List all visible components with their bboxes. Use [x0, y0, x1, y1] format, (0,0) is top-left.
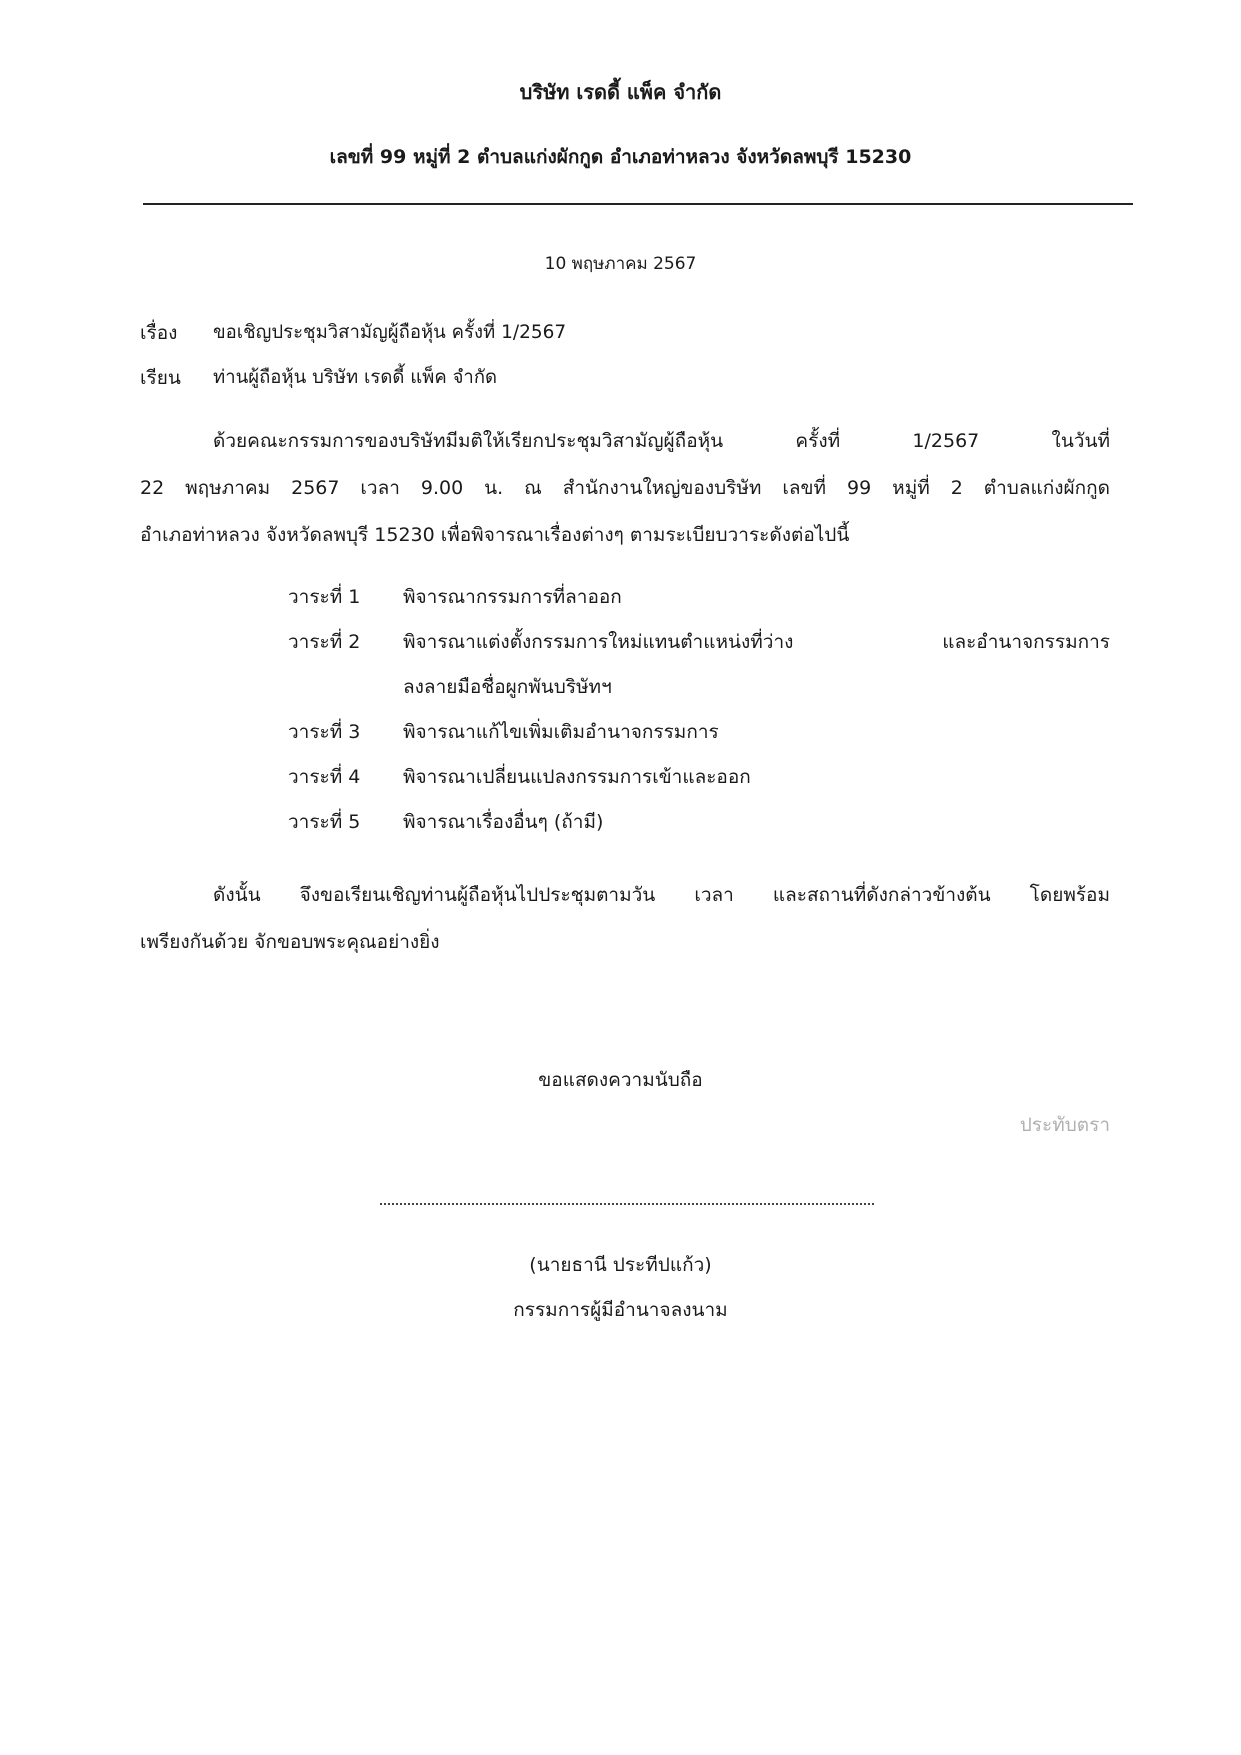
agenda-item-2-text: พิจารณาแต่งตั้งกรรมการใหม่แทนตำแหน่งที่ว่าง และอำนาจกรรมการ — [403, 631, 1110, 653]
body-paragraph-1 — [140, 418, 1110, 559]
letter-date: 10 พฤษภาคม 2567 — [544, 254, 697, 274]
agenda-item-1-text: พิจารณากรรมการที่ลาออก — [403, 586, 622, 608]
signature-line — [380, 1203, 874, 1205]
agenda-item-3-number: วาระที่ 3 — [288, 721, 361, 743]
body-paragraph-2 — [140, 872, 1110, 966]
paragraph-2-line-1: ดังนั้น จึงขอเรียนเชิญท่านผู้ถือหุ้นไปประชุมตามวัน เวลา และสถานที่ดังกล่าวข้างต้น โดยพร้อม — [213, 884, 1110, 906]
signer-name: (นายธานี ประทีปแก้ว) — [529, 1254, 712, 1276]
agenda-item-2-number: วาระที่ 2 — [288, 631, 361, 653]
company-address: เลขที่ 99 หมู่ที่ 2 ตำบลแก่งผักกูด อำเภอท่าหลวง จังหวัดลพบุรี 15230 — [329, 146, 912, 168]
agenda-item-5-text: พิจารณาเรื่องอื่นๆ (ถ้ามี) — [403, 811, 604, 833]
paragraph-1-line-2: 22 พฤษภาคม 2567 เวลา 9.00 น. ณ สำนักงานใหญ่ของบริษัท เลขที่ 99 หมู่ที่ 2 ตำบลแก่งผักกูด — [140, 477, 1110, 499]
paragraph-1-line-1: ด้วยคณะกรรมการของบริษัทมีมติให้เรียกประชุมวิสามัญผู้ถือหุ้น ครั้งที่ 1/2567 ในวันที่ — [213, 430, 1110, 452]
agenda-item-2-text-continued: ลงลายมือชื่อผูกพันบริษัทฯ — [403, 676, 612, 698]
recipient-text: ท่านผู้ถือหุ้น บริษัท เรดดี้ แพ็ค จำกัด — [213, 367, 498, 388]
header-divider — [143, 203, 1133, 205]
stamp-placeholder: ประทับตรา — [1019, 1114, 1110, 1136]
signer-position: กรรมการผู้มีอำนาจลงนาม — [513, 1299, 728, 1321]
subject-label: เรื่อง — [140, 322, 178, 344]
agenda-item-1-number: วาระที่ 1 — [288, 586, 361, 608]
company-name: บริษัท เรดดี้ แพ็ค จำกัด — [519, 80, 722, 104]
recipient-label: เรียน — [140, 367, 181, 389]
agenda-item-5-number: วาระที่ 5 — [288, 811, 361, 833]
subject-text: ขอเชิญประชุมวิสามัญผู้ถือหุ้น ครั้งที่ 1/2567 — [213, 322, 567, 343]
agenda-item-3-text: พิจารณาแก้ไขเพิ่มเติมอำนาจกรรมการ — [403, 721, 719, 743]
paragraph-1-line-3: อำเภอท่าหลวง จังหวัดลพบุรี 15230 เพื่อพิจารณาเรื่องต่างๆ ตามระเบียบวาระดังต่อไปนี้ — [140, 524, 850, 546]
agenda-item-4-number: วาระที่ 4 — [288, 766, 361, 788]
closing-salutation: ขอแสดงความนับถือ — [538, 1069, 703, 1091]
paragraph-2-line-2: เพรียงกันด้วย จักขอบพระคุณอย่างยิ่ง — [140, 931, 440, 953]
agenda-item-4-text: พิจารณาเปลี่ยนแปลงกรรมการเข้าและออก — [403, 766, 751, 788]
